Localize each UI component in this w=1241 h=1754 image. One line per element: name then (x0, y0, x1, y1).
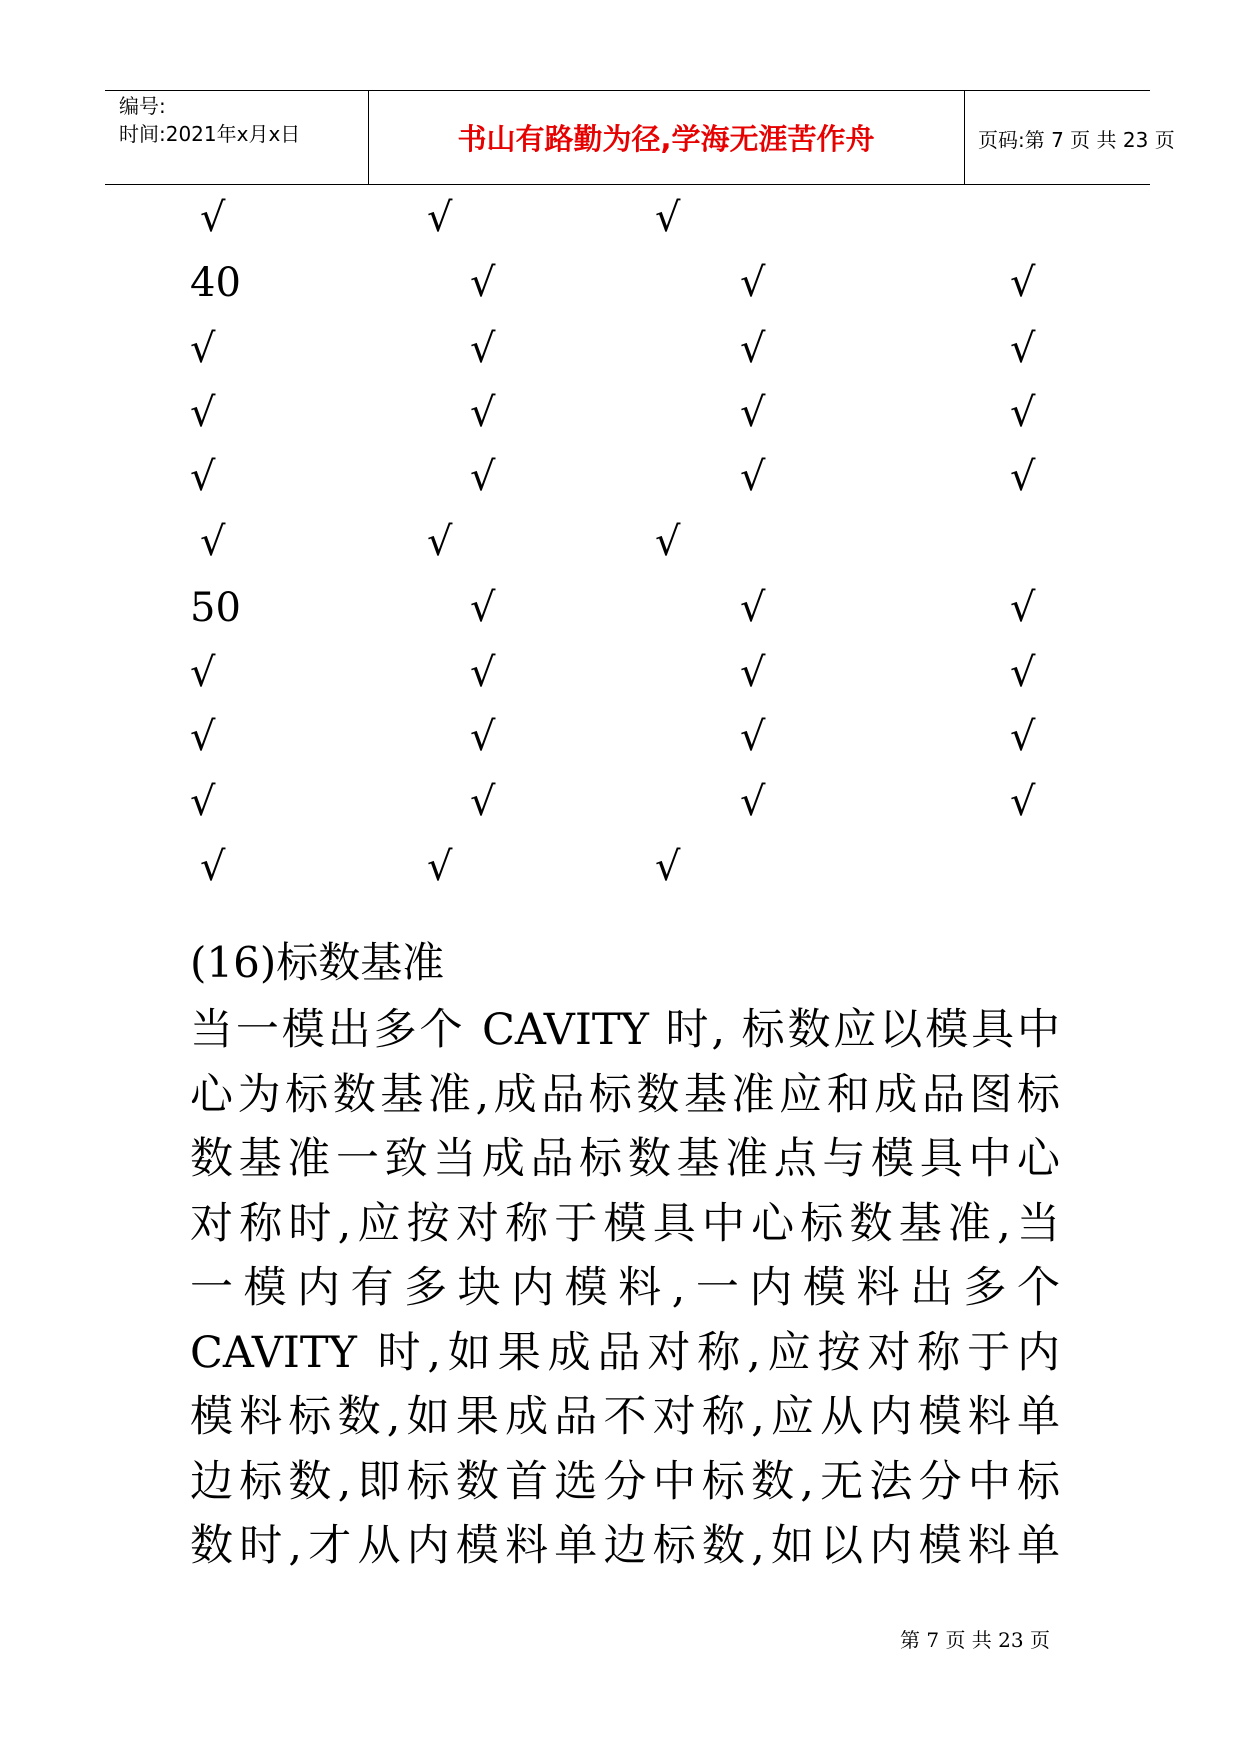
check-row (0, 648, 1241, 698)
check-mark: √ (1010, 390, 1036, 436)
check-row (0, 452, 1241, 502)
header-page-cell (964, 91, 1175, 184)
check-mark: √ (1010, 585, 1036, 631)
number-label: 编号: (119, 94, 166, 118)
check-mark: √ (190, 779, 216, 825)
check-row (0, 193, 1241, 243)
check-row (0, 388, 1241, 438)
header-motto-cell (368, 91, 965, 184)
paragraph-line: 数基准一致当成品标数基准点与模具中心 (190, 1134, 1060, 1184)
check-mark: √ (740, 390, 766, 436)
check-mark: √ (190, 454, 216, 500)
check-mark: √ (470, 585, 496, 631)
check-mark: √ (470, 390, 496, 436)
check-mark: √ (1010, 714, 1036, 760)
check-mark: √ (470, 326, 496, 372)
check-mark: √ (655, 519, 681, 565)
paragraph-line: 心为标数基准,成品标数基准应和成品图标 (190, 1069, 1060, 1120)
check-mark: √ (740, 779, 766, 825)
check-mark: √ (427, 844, 453, 890)
paragraph-line: 数时,才从内模料单边标数,如以内模料单 (190, 1521, 1060, 1571)
check-mark: √ (740, 585, 766, 631)
check-row (0, 583, 1241, 633)
paragraph-line: 一模内有多块内模料,一内模料出多个 (190, 1263, 1060, 1313)
check-row (0, 712, 1241, 762)
check-mark: √ (190, 650, 216, 696)
row-number: 40 (190, 260, 241, 306)
motto: 书山有路勤为径,学海无涯苦作舟 (457, 122, 875, 156)
check-mark: √ (655, 195, 681, 241)
check-row (0, 517, 1241, 567)
paragraph-line: 对称时,应按对称于模具中心标数基准,当 (190, 1198, 1060, 1249)
check-mark: √ (427, 195, 453, 241)
check-mark: √ (740, 326, 766, 372)
section-paragraph (190, 998, 1060, 1579)
check-mark: √ (655, 844, 681, 890)
check-mark: √ (200, 519, 226, 565)
check-row (0, 324, 1241, 374)
check-mark: √ (1010, 260, 1036, 306)
check-mark: √ (470, 650, 496, 696)
paragraph-line: CAVITY 时,如果成品对称,应按对称于内 (190, 1327, 1060, 1378)
page-header (105, 90, 1175, 185)
check-mark: √ (740, 260, 766, 306)
page-footer: 第 7 页 共 23 页 (900, 1628, 1050, 1652)
row-number: 50 (190, 585, 241, 631)
check-row (0, 777, 1241, 827)
check-mark: √ (190, 390, 216, 436)
section-heading: (16)标数基准 (190, 938, 445, 987)
check-mark: √ (470, 260, 496, 306)
check-mark: √ (470, 454, 496, 500)
check-mark: √ (1010, 326, 1036, 372)
paragraph-line: 当一模出多个 CAVITY 时, 标数应以模具中 (190, 1005, 1060, 1055)
check-mark: √ (470, 779, 496, 825)
check-mark: √ (740, 650, 766, 696)
check-mark: √ (1010, 454, 1036, 500)
check-mark: √ (740, 454, 766, 500)
check-row (0, 258, 1241, 308)
check-mark: √ (1010, 650, 1036, 696)
time-label: 时间:2021年x月x日 (119, 122, 301, 146)
check-mark: √ (190, 714, 216, 760)
check-mark: √ (1010, 779, 1036, 825)
check-mark: √ (200, 844, 226, 890)
paragraph-line: 边标数,即标数首选分中标数,无法分中标 (190, 1456, 1060, 1507)
check-mark: √ (427, 519, 453, 565)
check-mark: √ (200, 195, 226, 241)
check-mark: √ (190, 326, 216, 372)
check-mark: √ (740, 714, 766, 760)
header-page-info: 页码:第 7 页 共 23 页 (978, 128, 1175, 152)
check-row (0, 842, 1241, 892)
paragraph-line: 模料标数,如果成品不对称,应从内模料单 (190, 1392, 1060, 1442)
header-meta-cell (105, 91, 369, 184)
check-mark: √ (470, 714, 496, 760)
